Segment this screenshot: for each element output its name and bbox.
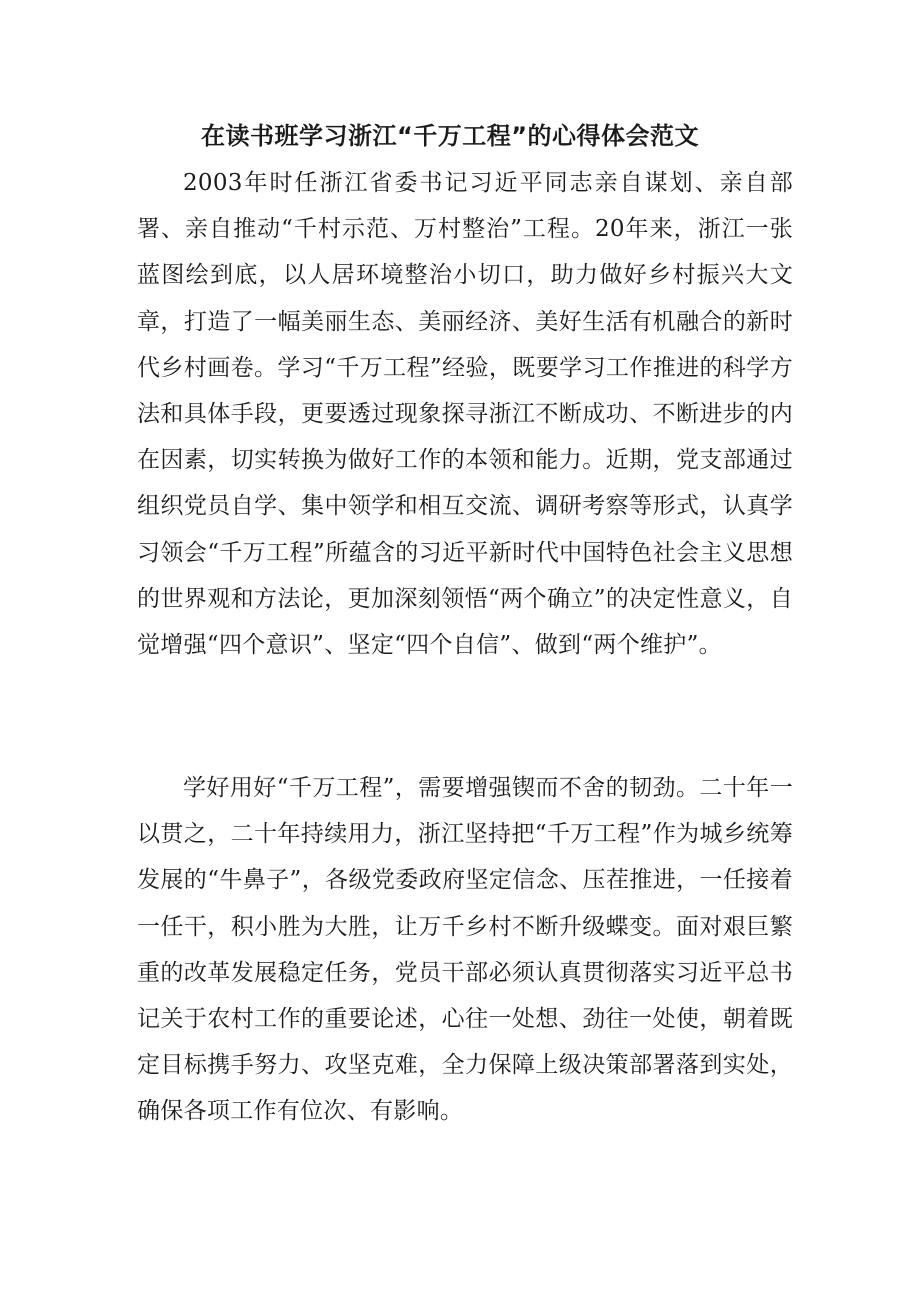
paragraph-1: 2003年时任浙江省委书记习近平同志亲自谋划、亲自部署、亲自推动“千村示范、万村整治”工程。20年来，浙江一张蓝图绘到底，以人居环境整治小切口，助力做好乡村振兴大文章，打造了一幅美丽生态、美丽经济、美好生活有机融合的新时代乡村画卷。学习“千万工程”经验，既要学习工作推进的科学方法和具体手段，更要透过现象探寻浙江不断成功、不断进步的内在因素，切实转换为做好工作的本领和能力。近期，党支部通过组织党员自学、集中领学和相互交流、调研考察等形式，认真学习领会“千万工程”所蕴含的习近平新时代中国特色社会主义思想的世界观和方法论，更加深刻领悟“两个确立”的决定性意义，自觉增强“四个意识”、坚定“四个自信”、做到“两个维护”。 <box>137 170 793 659</box>
document-title: 在读书班学习浙江“千万工程”的心得体会范文 <box>200 122 700 150</box>
paragraph-2: 学好用好“千万工程”，需要增强锲而不舍的韧劲。二十年一以贯之，二十年持续用力，浙江坚持把“千万工程”作为城乡统筹发展的“牛鼻子”，各级党委政府坚定信念、压茬推进，一任接着一任干，积小胜为大胜，让万千乡村不断升级蝶变。面对艰巨繁重的改革发展稳定任务，党员干部必须认真贯彻落实习近平总书记关于农村工作的重要论述，心往一处想、劲往一处使，朝着既定目标携手努力、攻坚克难，全力保障上级决策部署落到实处，确保各项工作有位次、有影响。 <box>137 775 793 1125</box>
